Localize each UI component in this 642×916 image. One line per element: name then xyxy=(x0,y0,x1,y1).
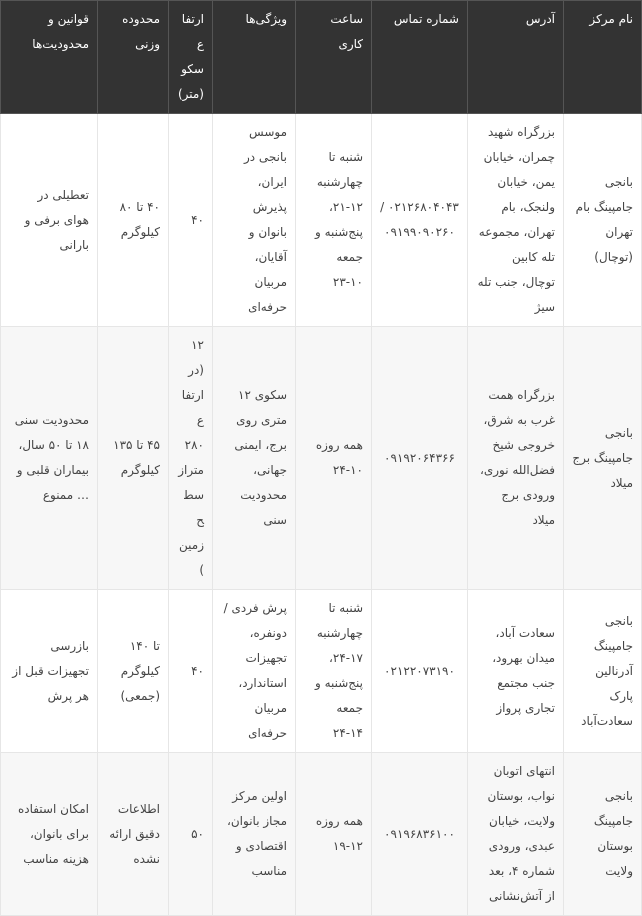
cell-height: ۵۰ xyxy=(169,753,213,916)
cell-weight: ۴۵ تا ۱۳۵ کیلوگرم xyxy=(98,327,169,590)
cell-features: سکوی ۱۲ متری روی برج، ایمنی جهانی، محدودیت سنی xyxy=(213,327,296,590)
cell-hours: شنبه تا چهارشنبه ۱۷-۲۴، پنج‌شنبه و جمعه ۱۴-۲۴ xyxy=(296,590,372,753)
cell-features: اولین مرکز مجاز بانوان، اقتصادی و مناسب xyxy=(213,753,296,916)
header-weight: محدوده وزنی xyxy=(98,1,169,114)
cell-phone: ۰۲۱۲۲۰۷۳۱۹۰ xyxy=(372,590,468,753)
table-row xyxy=(1,590,642,753)
cell-name: بانجی جامپینگ بام تهران (توچال) xyxy=(564,114,642,327)
cell-address: انتهای اتوبان نواب، بوستان ولایت، خیابان عبدی، ورودی شماره ۴، بعد از آتش‌نشانی xyxy=(468,753,564,916)
cell-rules: بازرسی تجهیزات قبل از هر پرش xyxy=(1,590,98,753)
cell-name: بانجی جامپینگ بوستان ولایت xyxy=(564,753,642,916)
cell-hours: همه روزه ۱۰-۲۴ xyxy=(296,327,372,590)
header-name: نام مرکز xyxy=(564,1,642,114)
cell-address: بزرگراه شهید چمران، خیابان یمن، خیابان ولنجک، بام تهران، مجموعه تله کابین توچال، جنب تله سیژ xyxy=(468,114,564,327)
cell-features: پرش فردی / دونفره، تجهیزات استاندارد، مربیان حرفه‌ای xyxy=(213,590,296,753)
cell-rules: تعطیلی در هوای برفی و بارانی xyxy=(1,114,98,327)
cell-hours: همه روزه ۱۲-۱۹ xyxy=(296,753,372,916)
header-rules: قوانین و محدودیت‌ها xyxy=(1,1,98,114)
cell-height: ۴۰ xyxy=(169,114,213,327)
cell-name: بانجی جامپینگ آدرنالین پارک سعادت‌آباد xyxy=(564,590,642,753)
table-row xyxy=(1,327,642,590)
cell-address: سعادت آباد، میدان بهرود، جنب مجتمع تجاری پرواز xyxy=(468,590,564,753)
cell-hours: شنبه تا چهارشنبه ۱۲-۲۱، پنج‌شنبه و جمعه ۱۰-۲۳ xyxy=(296,114,372,327)
cell-rules: محدودیت سنی ۱۸ تا ۵۰ سال، بیماران قلبی و … ممنوع xyxy=(1,327,98,590)
cell-weight: تا ۱۴۰ کیلوگرم (جمعی) xyxy=(98,590,169,753)
cell-weight: اطلاعات دقیق ارائه نشده xyxy=(98,753,169,916)
cell-rules: امکان استفاده برای بانوان، هزینه مناسب xyxy=(1,753,98,916)
cell-phone: ۰۹۱۹۶۸۳۶۱۰۰ xyxy=(372,753,468,916)
table-row xyxy=(1,753,642,916)
header-height: ارتفاع سکو (متر) xyxy=(169,1,213,114)
cell-phone: ۰۲۱۲۶۸۰۴۰۴۳ / ۰۹۱۹۹۰۹۰۲۶۰ xyxy=(372,114,468,327)
cell-features: موسس بانجی در ایران، پذیرش بانوان و آقایان، مربیان حرفه‌ای xyxy=(213,114,296,327)
cell-weight: ۴۰ تا ۸۰ کیلوگرم xyxy=(98,114,169,327)
cell-name: بانجی جامپینگ برج میلاد xyxy=(564,327,642,590)
table-row xyxy=(1,114,642,327)
table-header-row xyxy=(1,1,642,114)
cell-height: ۱۲ (در ارتفاع ۲۸۰ متراز سطح زمین) xyxy=(169,327,213,590)
header-hours: ساعت کاری xyxy=(296,1,372,114)
header-address: آدرس xyxy=(468,1,564,114)
header-features: ویژگی‌ها xyxy=(213,1,296,114)
cell-height: ۴۰ xyxy=(169,590,213,753)
header-phone: شماره تماس xyxy=(372,1,468,114)
cell-address: بزرگراه همت غرب به شرق، خروجی شیخ فضل‌الله نوری، ورودی برج میلاد xyxy=(468,327,564,590)
cell-phone: ۰۹۱۹۲۰۶۴۳۶۶ xyxy=(372,327,468,590)
